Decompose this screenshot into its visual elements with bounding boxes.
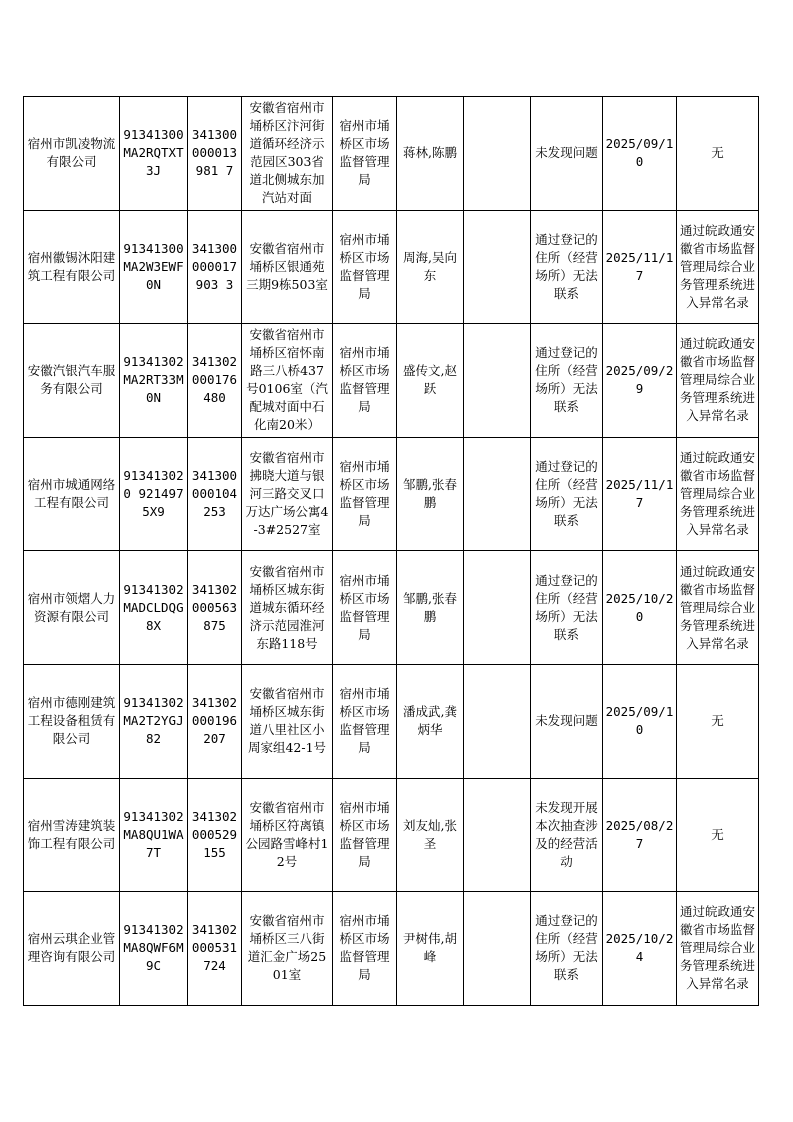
inspection-date-cell: 2025/09/10: [603, 97, 677, 211]
inspection-date-cell: 2025/11/17: [603, 210, 677, 324]
credit-code-cell: 91341302MA2T2YGJ82: [120, 664, 188, 778]
blank-cell: [464, 664, 531, 778]
authority-cell: 宿州市埇桥区市场监督管理局: [333, 778, 397, 892]
inspectors-cell: 潘成武,龚炳华: [397, 664, 464, 778]
inspectors-cell: 盛传文,赵跃: [397, 324, 464, 438]
table-row: [24, 551, 759, 665]
registration-number-cell: 341300000104253: [188, 437, 242, 551]
registration-number-cell: 341302000176480: [188, 324, 242, 438]
inspectors-cell: 刘友灿,张圣: [397, 778, 464, 892]
inspection-date-cell: 2025/09/10: [603, 664, 677, 778]
inspection-result-cell: 通过登记的住所（经营场所）无法联系: [531, 551, 603, 665]
blank-cell: [464, 551, 531, 665]
registration-number-cell: 341302000563875: [188, 551, 242, 665]
blank-cell: [464, 437, 531, 551]
table-row: [24, 437, 759, 551]
inspection-result-cell: 未发现开展本次抽查涉及的经营活动: [531, 778, 603, 892]
inspection-result-cell: 通过登记的住所（经营场所）无法联系: [531, 437, 603, 551]
credit-code-cell: 913413020 9214975X9: [120, 437, 188, 551]
handling-cell: 通过皖政通安徽省市场监督管理局综合业务管理系统进入异常名录: [677, 324, 759, 438]
inspection-date-cell: 2025/09/29: [603, 324, 677, 438]
registration-number-cell: 341302000531724: [188, 892, 242, 1006]
handling-cell: 通过皖政通安徽省市场监督管理局综合业务管理系统进入异常名录: [677, 210, 759, 324]
company-name-cell: 宿州市城通网络工程有限公司: [24, 437, 120, 551]
registration-number-cell: 341300000017903 3: [188, 210, 242, 324]
handling-cell: 通过皖政通安徽省市场监督管理局综合业务管理系统进入异常名录: [677, 551, 759, 665]
table-row: [24, 324, 759, 438]
address-cell: 安徽省宿州市埇桥区宿怀南路三八桥437号0106室（汽配城对面中石化南20米）: [242, 324, 333, 438]
company-name-cell: 宿州市凯凌物流有限公司: [24, 97, 120, 211]
company-name-cell: 宿州雪涛建筑装饰工程有限公司: [24, 778, 120, 892]
authority-cell: 宿州市埇桥区市场监督管理局: [333, 97, 397, 211]
credit-code-cell: 91341302MADCLDQG8X: [120, 551, 188, 665]
authority-cell: 宿州市埇桥区市场监督管理局: [333, 324, 397, 438]
inspection-date-cell: 2025/11/17: [603, 437, 677, 551]
credit-code-cell: 91341302MA2RT33M0N: [120, 324, 188, 438]
table-row: [24, 892, 759, 1006]
blank-cell: [464, 778, 531, 892]
registration-number-cell: 341302000529155: [188, 778, 242, 892]
records-table: [23, 96, 759, 1006]
inspection-result-cell: 未发现问题: [531, 97, 603, 211]
inspectors-cell: 尹树伟,胡峰: [397, 892, 464, 1006]
table-row: [24, 778, 759, 892]
address-cell: 安徽省宿州市埇桥区城东街道城东循环经济示范园淮河东路118号: [242, 551, 333, 665]
authority-cell: 宿州市埇桥区市场监督管理局: [333, 551, 397, 665]
credit-code-cell: 91341300MA2W3EWF0N: [120, 210, 188, 324]
inspection-date-cell: 2025/08/27: [603, 778, 677, 892]
company-name-cell: 宿州徽锡沐阳建筑工程有限公司: [24, 210, 120, 324]
company-name-cell: 宿州市德刚建筑工程设备租赁有限公司: [24, 664, 120, 778]
inspection-result-cell: 通过登记的住所（经营场所）无法联系: [531, 324, 603, 438]
table-body: [24, 97, 759, 1006]
company-name-cell: 安徽汽银汽车服务有限公司: [24, 324, 120, 438]
table-row: [24, 210, 759, 324]
blank-cell: [464, 892, 531, 1006]
credit-code-cell: 91341300MA2RQTXT3J: [120, 97, 188, 211]
address-cell: 安徽省宿州市埇桥区三八街道汇金广场2501室: [242, 892, 333, 1006]
authority-cell: 宿州市埇桥区市场监督管理局: [333, 892, 397, 1006]
inspection-date-cell: 2025/10/20: [603, 551, 677, 665]
registration-number-cell: 341300000013981 7: [188, 97, 242, 211]
blank-cell: [464, 97, 531, 211]
credit-code-cell: 91341302MA8QU1WA7T: [120, 778, 188, 892]
authority-cell: 宿州市埇桥区市场监督管理局: [333, 210, 397, 324]
address-cell: 安徽省宿州市埇桥区银通苑三期9栋503室: [242, 210, 333, 324]
address-cell: 安徽省宿州市拂晓大道与银河三路交叉口万达广场公寓4-3#2527室: [242, 437, 333, 551]
authority-cell: 宿州市埇桥区市场监督管理局: [333, 664, 397, 778]
table-row: [24, 664, 759, 778]
inspection-date-cell: 2025/10/24: [603, 892, 677, 1006]
inspectors-cell: 蒋林,陈鹏: [397, 97, 464, 211]
address-cell: 安徽省宿州市埇桥区符离镇公园路雪峰村12号: [242, 778, 333, 892]
inspectors-cell: 邹鹏,张春鹏: [397, 437, 464, 551]
address-cell: 安徽省宿州市埇桥区汴河街道循环经济示范园区303省道北侧城东加汽站对面: [242, 97, 333, 211]
inspectors-cell: 周海,吴向东: [397, 210, 464, 324]
authority-cell: 宿州市埇桥区市场监督管理局: [333, 437, 397, 551]
handling-cell: 无: [677, 778, 759, 892]
table-row: [24, 97, 759, 211]
credit-code-cell: 91341302MA8QWF6M9C: [120, 892, 188, 1006]
handling-cell: 无: [677, 664, 759, 778]
handling-cell: 通过皖政通安徽省市场监督管理局综合业务管理系统进入异常名录: [677, 437, 759, 551]
inspection-result-cell: 通过登记的住所（经营场所）无法联系: [531, 210, 603, 324]
inspection-result-cell: 通过登记的住所（经营场所）无法联系: [531, 892, 603, 1006]
inspectors-cell: 邹鹏,张春鹏: [397, 551, 464, 665]
handling-cell: 通过皖政通安徽省市场监督管理局综合业务管理系统进入异常名录: [677, 892, 759, 1006]
company-name-cell: 宿州云琪企业管理咨询有限公司: [24, 892, 120, 1006]
registration-number-cell: 341302000196207: [188, 664, 242, 778]
address-cell: 安徽省宿州市埇桥区城东街道八里社区小周家组42-1号: [242, 664, 333, 778]
blank-cell: [464, 324, 531, 438]
blank-cell: [464, 210, 531, 324]
handling-cell: 无: [677, 97, 759, 211]
company-name-cell: 宿州市领熠人力资源有限公司: [24, 551, 120, 665]
inspection-result-cell: 未发现问题: [531, 664, 603, 778]
